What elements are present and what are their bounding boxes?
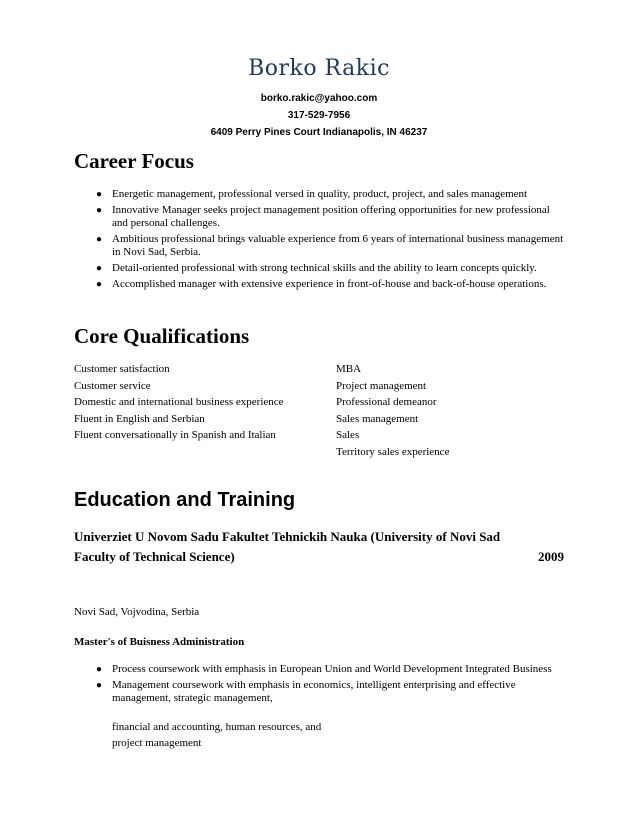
bullet-icon: ●	[96, 664, 103, 675]
list-item: ● Energetic management, professional versed in quality, product, project, and sales management	[96, 188, 528, 200]
list-item: ● Accomplished manager with extensive experience in front-of-house and back-of-house operations.	[96, 278, 547, 290]
qualification-item: Domestic and international business experience	[74, 396, 284, 409]
qualification-item: Territory sales experience	[336, 445, 450, 458]
candidate-name: Borko Rakic	[248, 56, 390, 81]
list-item: ● Process coursework with emphasis in European Union and World Development Integrated Business	[96, 663, 552, 675]
qualification-item: Fluent in English and Serbian	[74, 412, 205, 425]
education-list	[96, 663, 566, 708]
coursework-continuation: financial and accounting, human resources, and	[112, 721, 322, 733]
bullet-icon: ●	[96, 680, 103, 691]
career-focus-list	[96, 188, 566, 294]
university-line-1: Univerziet U Novom Sadu Fakultet Tehnickih Nauka (University of Novi Sad	[74, 529, 501, 544]
list-item: ● Detail-oriented professional with strong technical skills and the ability to learn concepts quickly.	[96, 262, 537, 274]
list-item: ● Ambitious professional brings valuable experience from 6 years of international business management in Novi Sad, Serbia.	[96, 233, 564, 258]
bullet-icon: ●	[96, 279, 103, 290]
university-location: Novi Sad, Vojvodina, Serbia	[74, 606, 200, 618]
qualification-item: Project management	[336, 379, 427, 392]
coursework-continuation: project management	[112, 737, 202, 749]
email: borko.rakic@yahoo.com	[260, 93, 378, 104]
bullet-icon: ●	[96, 263, 103, 274]
bullet-icon: ●	[96, 234, 103, 245]
degree-title: Master's of Buisness Administration	[74, 636, 245, 648]
university-line-2: Faculty of Technical Science)	[74, 549, 235, 564]
qualification-item: Professional demeanor	[336, 396, 437, 409]
qualification-item: Customer service	[74, 379, 151, 392]
university-name	[74, 527, 564, 567]
address: 6409 Perry Pines Court Indianapolis, IN 46237	[210, 127, 428, 138]
qualification-item: Sales management	[336, 412, 419, 425]
qualification-item: Customer satisfaction	[74, 363, 170, 375]
list-item: ● Management coursework with emphasis in economics, intelligent enterprising and effective management, strategic management,	[96, 679, 516, 704]
qualifications-left-column	[74, 361, 334, 444]
qualifications-right-column	[336, 361, 536, 461]
education-heading: Education and Training	[74, 489, 296, 511]
qualification-item: MBA	[336, 363, 362, 375]
graduation-year: 2009	[538, 549, 564, 564]
phone: 317-529-7956	[287, 110, 351, 121]
qualification-item: Fluent conversationally in Spanish and Italian	[74, 429, 276, 442]
bullet-icon: ●	[96, 205, 103, 216]
core-qualifications-heading: Core Qualifications	[74, 324, 250, 348]
career-focus-heading: Career Focus	[74, 149, 194, 173]
list-item: ● Innovative Manager seeks project management position offering opportunities for new professional and personal challenges.	[96, 204, 550, 229]
bullet-icon: ●	[96, 189, 103, 200]
qualification-item: Sales	[336, 429, 360, 442]
